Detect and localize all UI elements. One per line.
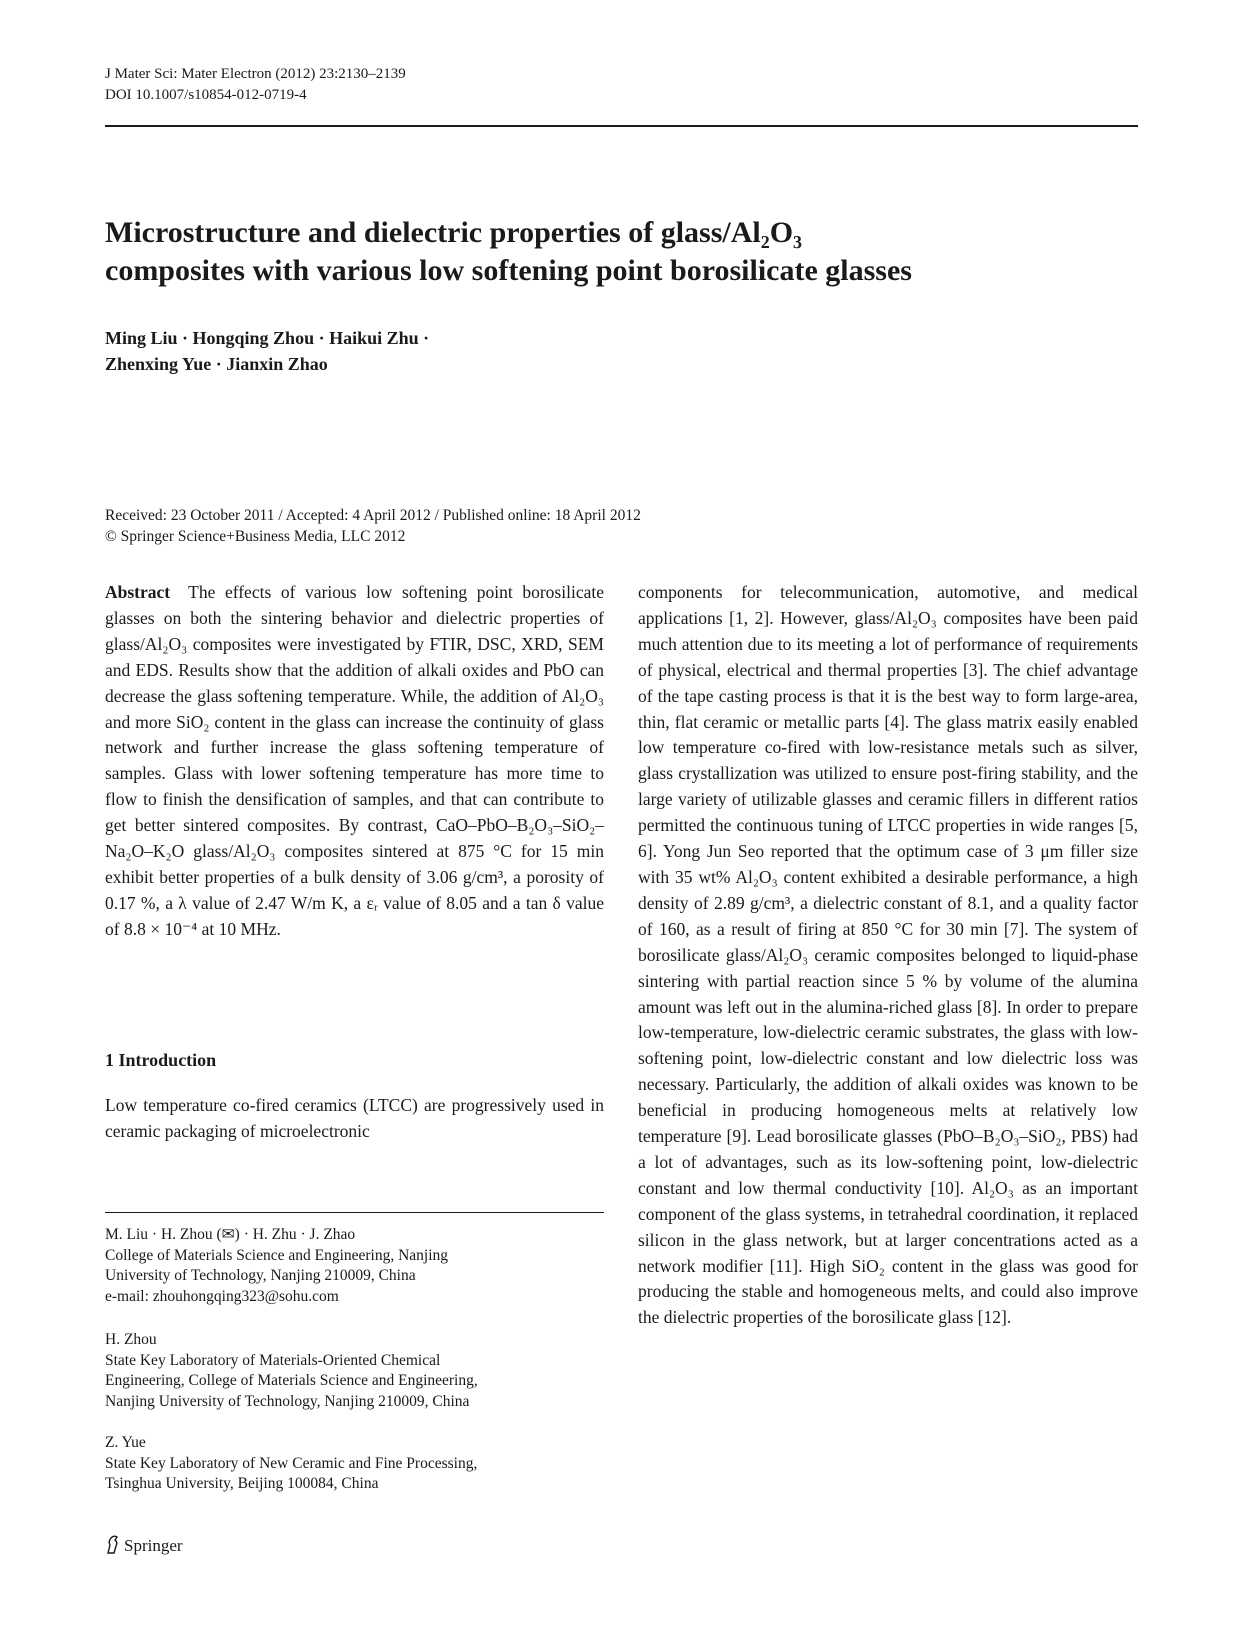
publication-dates: Received: 23 October 2011 / Accepted: 4 April 2012 / Published online: 18 April 2012 [105, 507, 641, 524]
affiliation-3 [105, 1433, 604, 1495]
author-list [105, 325, 429, 377]
affiliation-line: Engineering, College of Materials Science and Engineering, [105, 1372, 478, 1389]
affiliation-line: State Key Laboratory of Materials-Oriented Chemical [105, 1351, 441, 1369]
header-rule [105, 125, 1138, 127]
introduction-paragraph-right: components for telecommunication, automotive, and medical applications [1, 2]. However, glass/Al₂O₃ composites have been paid much attention due to its meeting a lot of performance of requirements of physical, electrical and thermal properties [3]. The chief advantage of the tape casting process is that it is the best way to form large-area, thin, flat ceramic or metallic parts [4]. The glass matrix easily enabled low temperature co-fired with low-resistance metals such as silver, glass crystallization was utilized to ensure post-firing stability, and the large variety of utilizable glasses and ceramic fillers in different ratios permitted the continuous tuning of LTCC properties in wide ranges [5, 6]. Yong Jun Seo reported that the optimum case of 3 μm filler size with 35 wt% Al₂O₃ content exhibited a desirable performance, a high density of 2.89 g/cm³, a dielectric constant of 8.1, and a quality factor of 160, as a result of firing at 850 °C for 30 min [7]. The system of borosilicate glass/Al₂O₃ ceramic composites belonged to liquid-phase sintering with partial reaction since 5 % by volume of the alumina amount was left out in the alumina-riched glass [8]. In order to prepare low-temperature, low-dielectric ceramic substrates, the glass with low-softening point, low-dielectric constant and low dielectric loss was necessary. Particularly, the addition of alkali oxides was known to be beneficial in producing homogeneous melts at relatively low temperature [9]. Lead borosilicate glasses (PbO–B₂O₃–SiO₂, PBS) had a lot of advantages, such as its low-softening point, low-dielectric constant and low thermal conductivity [10]. Al₂O₃ as an important component of the glass systems, in tetrahedral coordination, it replaced silicon in the glass network, but at larger concentrations acted as a network modifier [11]. High SiO₂ content in the glass was good for producing the stable and homogeneous melts, and could also improve the dielectric properties of the borosilicate glass [12]. [638, 582, 1138, 1328]
publisher-name: Springer [124, 1536, 183, 1555]
affiliation-names: Z. Yue [105, 1434, 146, 1451]
affiliation-names: M. Liu · H. Zhou (✉) · H. Zhu · J. Zhao [105, 1226, 356, 1243]
publication-info [105, 505, 641, 547]
abstract-label: Abstract [105, 582, 171, 602]
affiliation-line: University of Technology, Nanjing 210009, China [105, 1267, 416, 1284]
publisher-footer [105, 1534, 183, 1557]
doi: DOI 10.1007/s10854-012-0719-4 [105, 87, 307, 103]
journal-citation: J Mater Sci: Mater Electron (2012) 23:2130–2139 [105, 66, 406, 82]
page-title [105, 214, 1145, 290]
title-line-1: Microstructure and dielectric properties of glass/Al₂O₃ [105, 216, 803, 249]
copyright: © Springer Science+Business Media, LLC 2012 [105, 528, 406, 545]
affiliation-names: H. Zhou [105, 1331, 157, 1348]
authors-line-1: Ming Liu · Hongqing Zhou · Haikui Zhu · [105, 328, 430, 348]
footnote-rule [105, 1212, 604, 1213]
affiliation-1 [105, 1225, 604, 1307]
affiliation-line: State Key Laboratory of New Ceramic and Fine Processing, [105, 1454, 478, 1472]
journal-header [105, 64, 406, 106]
springer-horse-icon [105, 1534, 121, 1554]
authors-line-2: Zhenxing Yue · Jianxin Zhao [105, 354, 328, 374]
abstract-text: The effects of various low softening point borosilicate glasses on both the sintering behavior and dielectric properties of glass/Al₂O₃ composites were investigated by FTIR, DSC, XRD, SEM and EDS. Results show that the addition of alkali oxides and PbO can decrease the glass softening temperature. While, the addition of Al₂O₃ and more SiO₂ content in the glass can increase the continuity of glass network and further increase the glass softening temperature of samples. Glass with lower softening temperature has more time to flow to finish the densification of samples, and that can contribute to get better sintered composites. By contrast, CaO–PbO–B₂O₃–SiO₂–Na₂O–K₂O glass/Al₂O₃ composites sintered at 875 °C for 15 min exhibit better properties of a bulk density of 3.06 g/cm³, a porosity of 0.17 %, a λ value of 2.47 W/m K, a εᵣ value of 8.05 and a tan δ value of 8.8 × 10⁻⁴ at 10 MHz. [105, 582, 604, 939]
section-heading-introduction: 1 Introduction [105, 1050, 217, 1070]
introduction-paragraph-left: Low temperature co-fired ceramics (LTCC) are progressively used in ceramic packaging of microelectronic [105, 1095, 604, 1141]
affiliation-email[interactable]: e-mail: zhouhongqing323@sohu.com [105, 1287, 339, 1305]
affiliation-line: Tsinghua University, Beijing 100084, China [105, 1475, 379, 1492]
abstract [105, 580, 604, 943]
affiliation-line: College of Materials Science and Engineering, Nanjing [105, 1246, 449, 1264]
affiliation-line: Nanjing University of Technology, Nanjing 210009, China [105, 1392, 470, 1410]
title-line-2: composites with various low softening point borosilicate glasses [105, 254, 912, 287]
affiliation-2 [105, 1330, 604, 1412]
